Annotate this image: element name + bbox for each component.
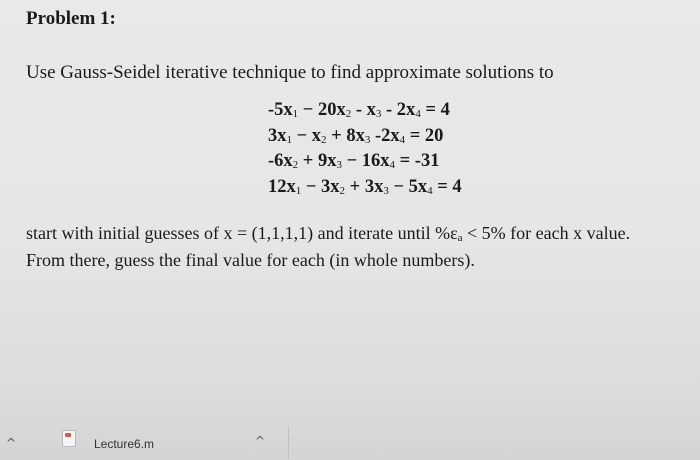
equation-2 xyxy=(268,126,462,152)
equation-term: = -31 xyxy=(395,151,440,171)
equation-subscript: 3 xyxy=(336,159,342,171)
equation-term: − x xyxy=(292,125,322,146)
equation-subscript: 4 xyxy=(415,108,421,120)
equation-subscript: 3 xyxy=(375,108,382,120)
equation-term: + 9x xyxy=(298,151,337,171)
equation-1 xyxy=(268,100,462,126)
instructions-subscript: a xyxy=(457,232,463,244)
equation-term: -2x xyxy=(370,125,400,146)
equation-term: 12x xyxy=(268,176,296,197)
equation-term: -5x xyxy=(268,100,293,120)
equation-subscript: 3 xyxy=(383,184,389,197)
equation-subscript: 4 xyxy=(399,133,406,146)
equation-term: − 3x xyxy=(301,176,340,197)
equation-subscript: 2 xyxy=(292,159,299,171)
equation-subscript: 2 xyxy=(345,108,352,120)
download-file-name[interactable]: Lecture6.m xyxy=(94,437,155,451)
equation-term: − 20x xyxy=(298,100,346,120)
equation-term: = 4 xyxy=(432,176,462,197)
instructions-text-1: start with initial guesses of x = (1,1,1,1) and iterate until %ε xyxy=(26,223,458,243)
problem-instructions xyxy=(26,222,666,271)
equation-4 xyxy=(268,177,462,203)
download-options-chevron-icon[interactable]: ^ xyxy=(255,434,266,448)
chevron-up-icon[interactable]: ^ xyxy=(6,436,17,450)
problem-intro: Use Gauss-Seidel iterative technique to find approximate solutions to xyxy=(26,62,554,83)
equation-term: − 16x xyxy=(341,151,390,171)
equation-subscript: 1 xyxy=(292,108,299,120)
equation-subscript: 4 xyxy=(427,184,433,197)
instructions-text-2: < 5% for each x value. From there, guess the final value for each (in whole numbers). xyxy=(26,223,631,270)
equation-term: -6x xyxy=(268,151,293,171)
divider xyxy=(288,426,289,458)
download-bar xyxy=(0,418,700,460)
equation-term: 3x xyxy=(268,125,287,146)
equation-subscript: 3 xyxy=(364,133,371,146)
equation-system xyxy=(268,100,462,202)
equation-term: - 2x xyxy=(381,100,416,120)
equation-subscript: 2 xyxy=(321,133,327,146)
equation-subscript: 4 xyxy=(389,159,396,171)
file-icon xyxy=(62,430,76,447)
equation-3 xyxy=(268,151,462,177)
equation-term: = 4 xyxy=(420,100,450,120)
equation-term: − 5x xyxy=(388,176,428,197)
equation-subscript: 1 xyxy=(295,184,302,197)
problem-title: Problem 1: xyxy=(26,8,116,29)
equation-subscript: 1 xyxy=(286,133,292,146)
equation-term: - x xyxy=(351,100,376,120)
equation-term: + 3x xyxy=(345,176,384,197)
equation-term: = 20 xyxy=(405,125,444,146)
equation-subscript: 2 xyxy=(339,184,346,197)
equation-term: + 8x xyxy=(326,125,365,146)
